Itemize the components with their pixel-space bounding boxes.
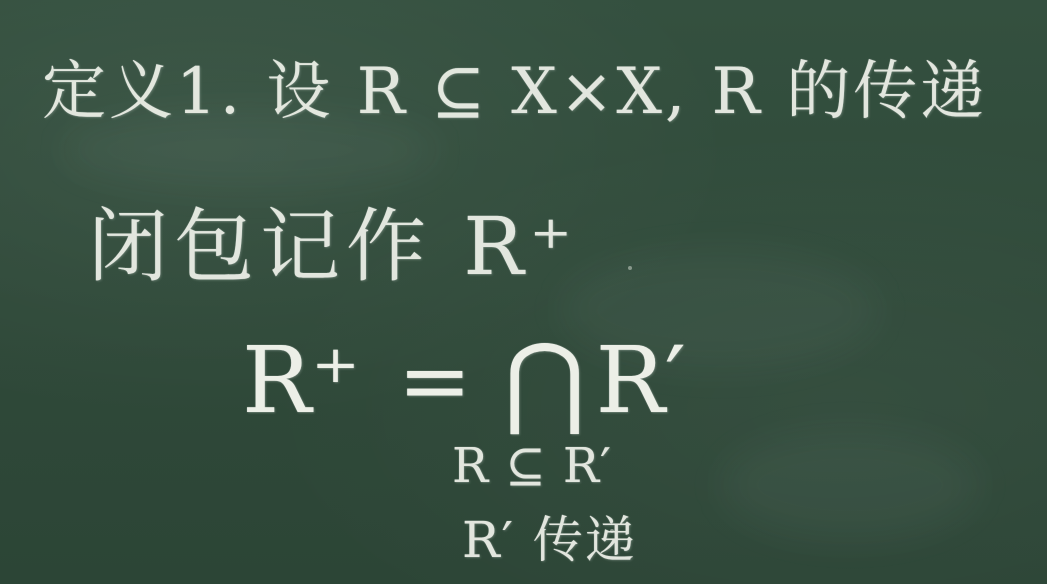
intersection-operator: ⋂ (503, 322, 586, 439)
eraser-smudge (720, 430, 980, 540)
subset-condition: R ⊆ R′ (452, 438, 612, 494)
equals-sign: = (397, 329, 472, 432)
chalk-dot (628, 266, 632, 270)
formula-rhs: R′ (595, 327, 686, 434)
formula-lhs: R⁺ (242, 327, 360, 434)
transitive-condition: R′ 传递 (462, 511, 637, 569)
closure-formula (242, 322, 686, 439)
chalk-dot (610, 529, 614, 533)
definition-line: 定义1. 设 R ⊆ X×X, R 的传递 (42, 55, 988, 129)
closure-notation-line: 闭包记作 R⁺ (88, 200, 578, 293)
